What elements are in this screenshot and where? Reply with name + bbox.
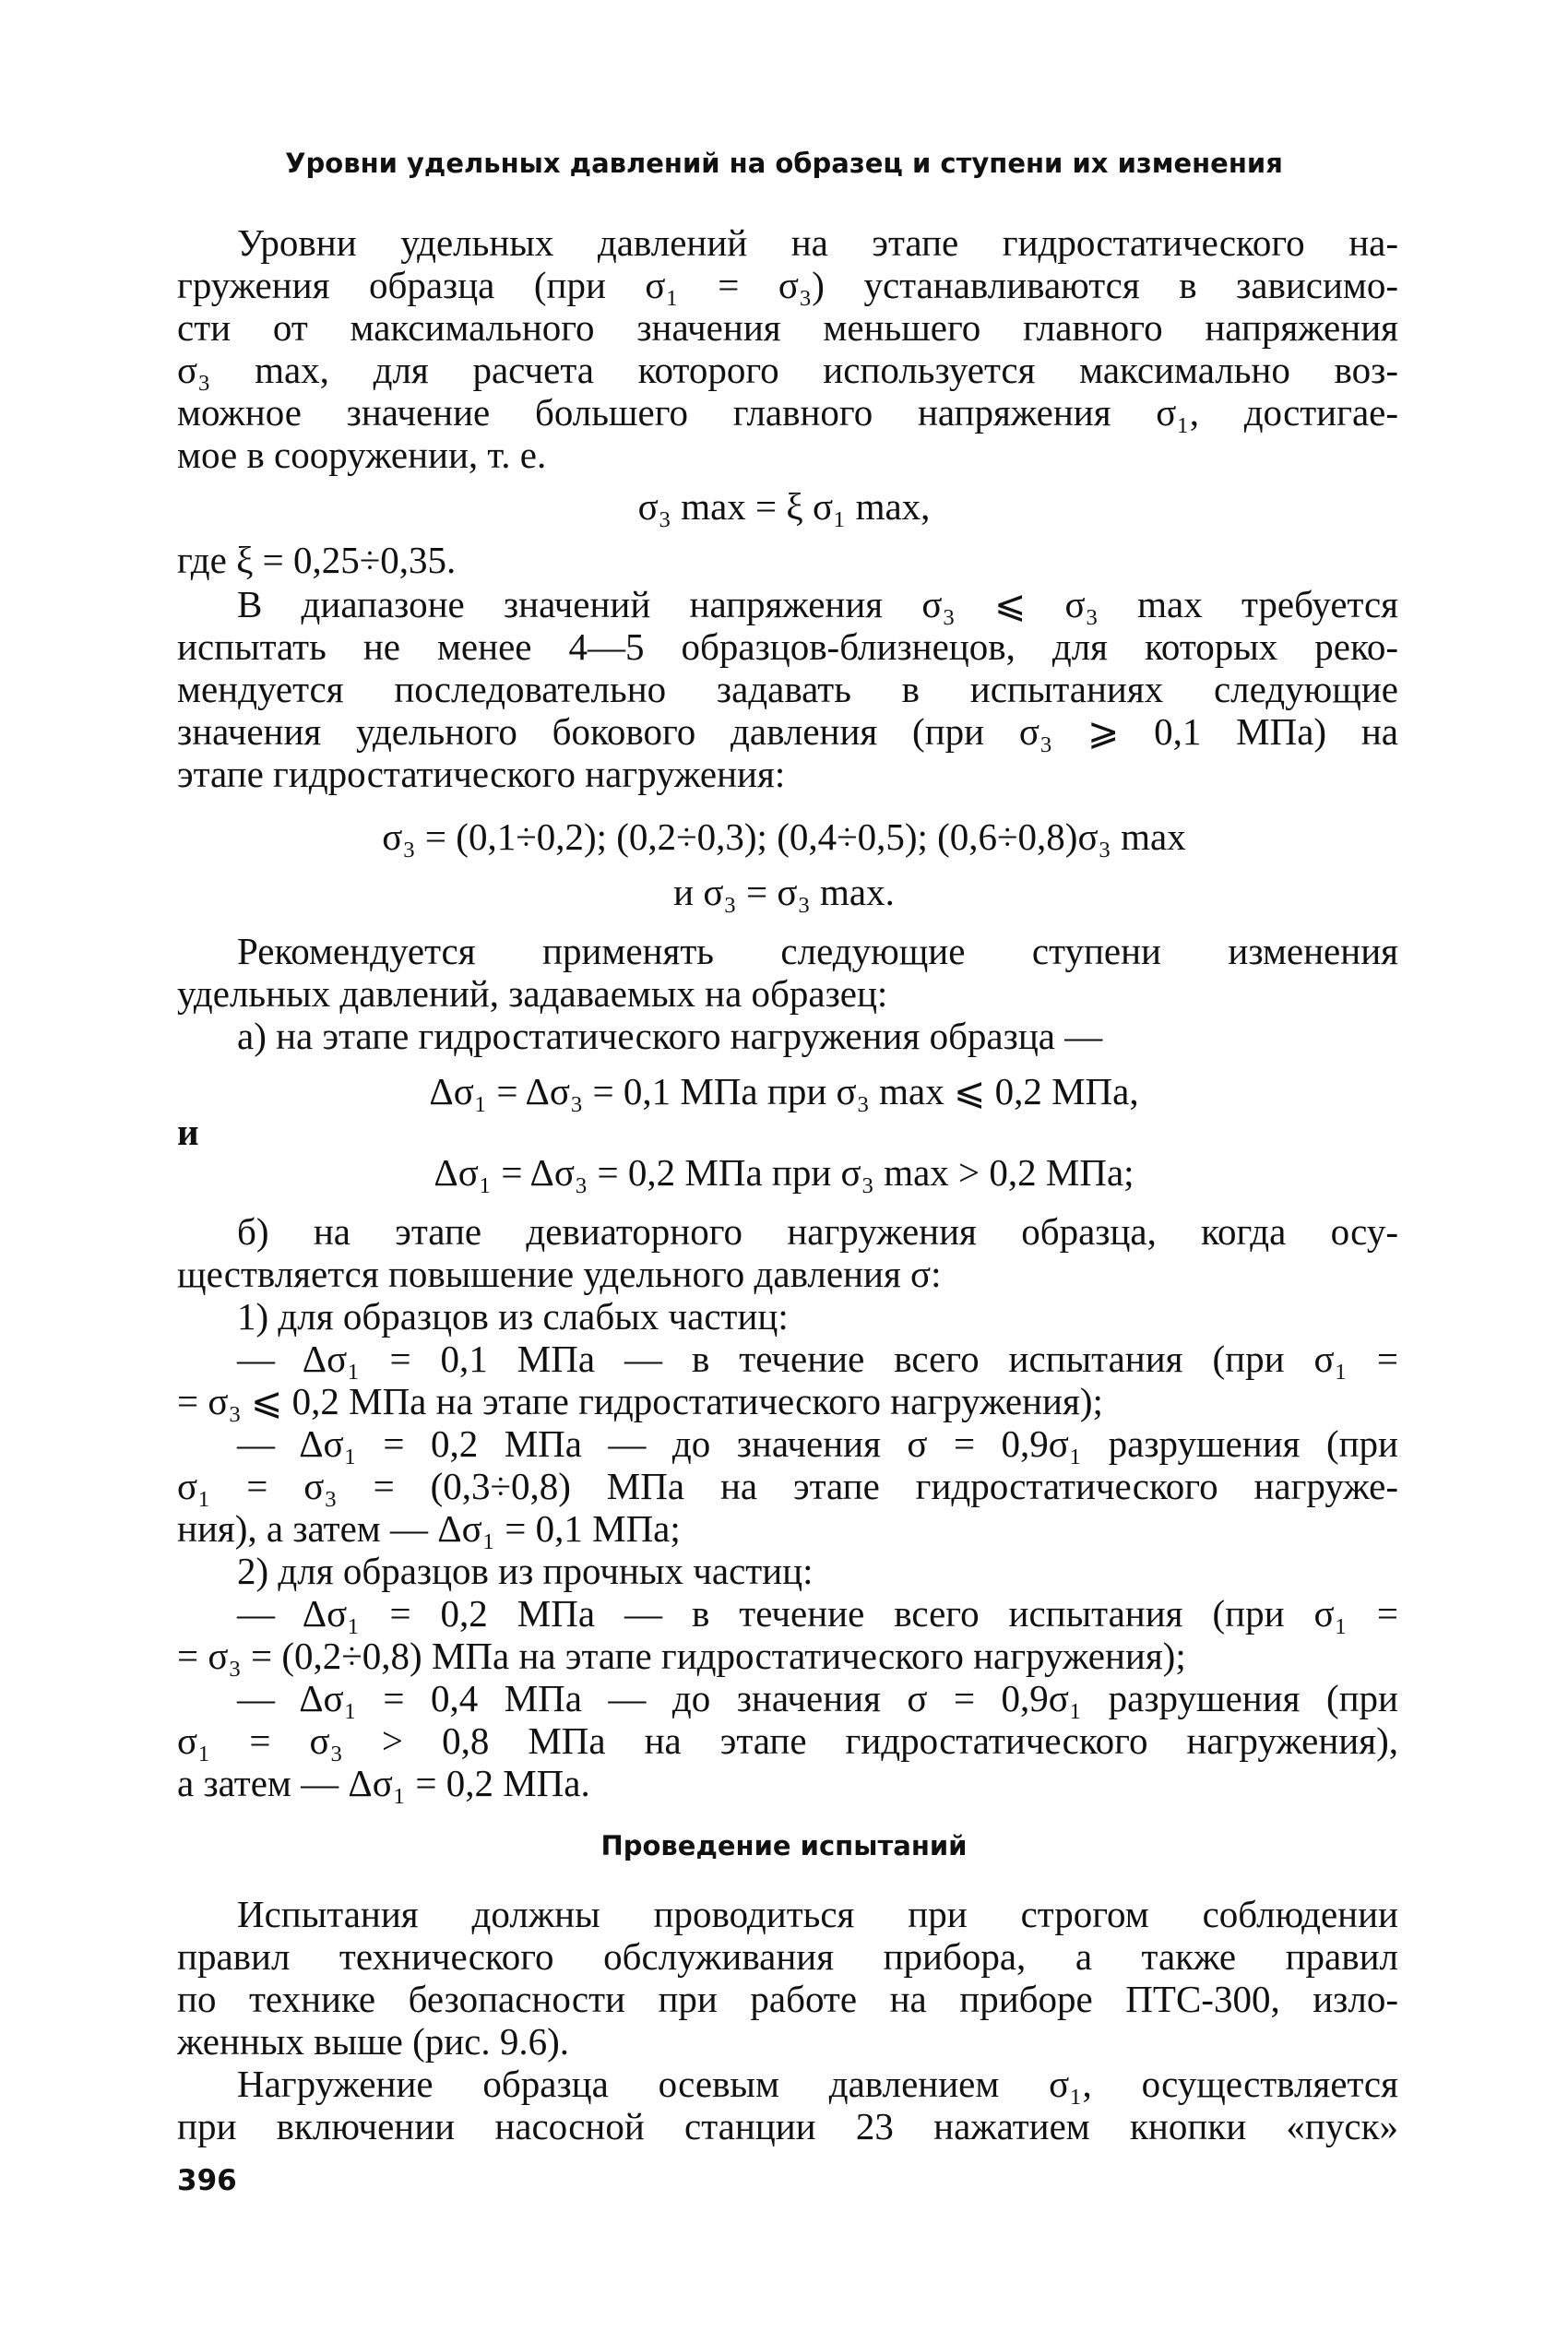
sub-item-2: 2) для образцов из прочных частиц: [237,1550,814,1592]
paragraph-line: правил технического обслуживания прибора, а также правил [177,1935,1398,1978]
paragraph-line: гружения образца (при σ₁ = σ₃) устанавливаются в зависимо- [177,264,1398,306]
sub-item-1b: ния), а затем — Δσ₁ = 0,1 МПа; [177,1507,681,1550]
list-item-a: а) на этапе гидростатического нагружения образца — [237,1015,1103,1057]
where-line: где ξ = 0,25÷0,35. [177,539,457,581]
paragraph-line: по технике безопасности при работе на приборе ПТС-300, изло- [177,1978,1398,2020]
sub-item-1a: = σ₃ ⩽ 0,2 МПа на этапе гидростатического нагружения); [177,1380,1103,1422]
sub-item-1a: — Δσ₁ = 0,1 МПа — в течение всего испытания (при σ₁ = [237,1338,1398,1380]
list-item-b: ществляется повышение удельного давления σ: [177,1253,942,1295]
paragraph-line: мендуется последовательно задавать в испытаниях следующие [177,668,1398,710]
paragraph-line: Нагружение образца осевым давлением σ₁, осуществляется [237,2063,1398,2105]
section-heading-testing: Проведение испытаний [600,1830,968,1861]
formula-step-high: Δσ₁ = Δσ₃ = 0,2 МПа при σ₃ max > 0,2 МПа; [434,1151,1134,1194]
conjunction: и [177,1111,199,1153]
sub-item-1: 1) для образцов из слабых частиц: [237,1295,789,1338]
paragraph-line: Испытания должны проводиться при строгом соблюдении [237,1893,1398,1935]
sub-item-1b: σ₁ = σ₃ = (0,3÷0,8) МПа на этапе гидростатического нагруже- [177,1465,1398,1507]
sub-item-2b: σ₁ = σ₃ > 0,8 МПа на этапе гидростатического нагружения), [177,1719,1398,1762]
paragraph-line: можное значение большего главного напряжения σ₁, достигае- [177,391,1398,434]
paragraph-line: σ₃ max, для расчета которого используется максимально воз- [177,349,1398,391]
sub-item-2b: — Δσ₁ = 0,4 МПа — до значения σ = 0,9σ₁ разрушения (при [237,1677,1398,1719]
formula-sigma3-equals-max: и σ₃ = σ₃ max. [673,871,895,913]
paragraph-line: Уровни удельных давлений на этапе гидростатического на- [237,221,1398,264]
paragraph-line: Рекомендуется применять следующие ступени изменения [237,930,1398,972]
sub-item-2b: а затем — Δσ₁ = 0,2 МПа. [177,1762,590,1804]
paragraph-line: при включении насосной станции 23 нажатием кнопки «пуск» [177,2105,1398,2147]
section-heading-pressure-levels: Уровни удельных давлений на образец и ступени их изменения [285,148,1283,179]
paragraph-line: удельных давлений, задаваемых на образец: [177,972,888,1015]
paragraph-line: испытать не менее 4—5 образцов-близнецов, для которых реко- [177,625,1398,668]
formula-step-low: Δσ₁ = Δσ₃ = 0,1 МПа при σ₃ max ⩽ 0,2 МПа, [429,1070,1139,1112]
paragraph-line: сти от максимального значения меньшего главного напряжения [177,306,1398,349]
formula-sigma3-max: σ₃ max = ξ σ₁ max, [637,485,931,528]
page-number: 396 [177,2164,237,2197]
list-item-b: б) на этапе девиаторного нагружения образца, когда осу- [237,1210,1398,1253]
formula-sigma3-values: σ₃ = (0,1÷0,2); (0,2÷0,3); (0,4÷0,5); (0,6÷0,8)σ₃ max [382,815,1186,858]
sub-item-2a: = σ₃ = (0,2÷0,8) МПа на этапе гидростатического нагружения); [177,1635,1186,1677]
paragraph-line: В диапазоне значений напряжения σ₃ ⩽ σ₃ max требуется [237,583,1398,625]
paragraph-line: значения удельного бокового давления (при σ₃ ⩾ 0,1 МПа) на [177,710,1398,753]
sub-item-1b: — Δσ₁ = 0,2 МПа — до значения σ = 0,9σ₁ разрушения (при [237,1422,1398,1465]
sub-item-2a: — Δσ₁ = 0,2 МПа — в течение всего испытания (при σ₁ = [237,1592,1398,1635]
paragraph-line: женных выше (рис. 9.6). [177,2020,570,2063]
paragraph-line: мое в сооружении, т. е. [177,434,547,476]
paragraph-line: этапе гидростатического нагружения: [177,753,786,795]
